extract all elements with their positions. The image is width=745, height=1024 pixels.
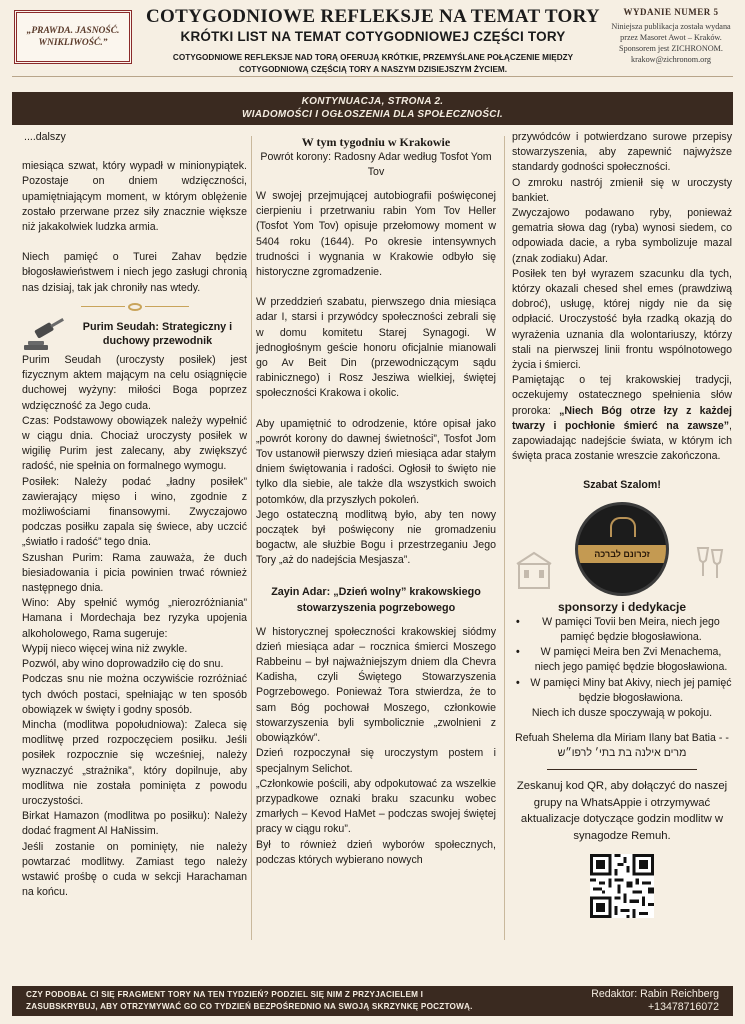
col3-paragraph: Posiłek ten był wyrazem szacunku dla tych, którzy okazali chesed shel emes (prawdziwą dobroć), usługę, której nigdy nie da się odpłacić. Uroczystość była rzadką okazją do wyrażenia uznania dla wolontariuszy, którzy stali na pierwszej linii frontu wspólnotowego życia i śmierci. — [512, 267, 732, 372]
motto-text: „PRAWDA. JASNOŚĆ. WNIKLIWOŚĆ.” — [26, 25, 120, 48]
column-3 — [512, 130, 732, 954]
col3-paragraph: O zmroku nastrój zmienił się w uroczysty bankiet. — [512, 176, 732, 204]
col3-paragraph: Zwyczajowo podawano ryby, ponieważ gematria słowa dag (ryba) wynosi siedem, co odpowiada dacie, a ryba symbolizuje mazal (znak zodiaku) Adar. — [512, 207, 732, 265]
col1-paragraph: Jeśli zostanie on pominięty, nie należy powtarzać modlitwy. Zamiast tego należy wstawić prośbę o cuda w sekcji Harachaman na końcu. — [22, 840, 247, 899]
subscribe-cta: CZY PODOBAŁ CI SIĘ FRAGMENT TORY NA TEN TYDZIEŃ? PODZIEL SIĘ NIM Z PRZYJACIELEM I ZASUBSKRYBUJ, ABY OTRZYMYWAĆ GO CO TYDZIEŃ BEZPOŚREDNIO NA SWOJĄ SKRZYNKĘ POCZTOWĄ. — [26, 990, 473, 1011]
zichronom-logo — [575, 502, 669, 596]
col1-paragraph: Posiłek: Należy podać „ładny posiłek” zawierający mięso i wino, zgodnie z możliwościami finansowymi. Zwyczajowo podczas posiłku zapala się świece, aby uczcić „światło i radość” tego dnia. — [22, 475, 247, 549]
newsletter-subtitle: KRÓTKI LIST NA TEMAT COTYGODNIOWEJ CZĘŚCI TORY — [180, 29, 566, 44]
logo-emblem — [610, 517, 636, 537]
refuah-dedication: Refuah Shelema dla Miriam Ilany bat Batia - - מרים אילנה בת בתי׳ לרפו״ש — [515, 732, 729, 760]
gavel-icon — [22, 317, 68, 351]
issue-info-box — [605, 6, 737, 65]
issue-number: WYDANIE NUMER 5 — [623, 7, 719, 17]
continued-label: ....dalszy — [24, 131, 66, 143]
banner-line-2: WIADOMOŚCI I OGŁOSZENIA DLA SPOŁECZNOŚCI. — [241, 109, 503, 120]
footer-bar — [12, 986, 733, 1016]
column-separator — [504, 136, 505, 940]
krakow-heading: W tym tygodniu w Krakowie — [301, 135, 451, 149]
col1-paragraph: Czas: Podstawowy obowiązek należy wypełnić w ciągu dnia. Chociaż uroczysty posiłek w wigilię Purim jest zalecany, aby zwiększyć radość, nie spełnia on formalnego wymogu. — [22, 414, 247, 473]
col1-paragraph: Wypij nieco więcej wina niż zwykle. — [22, 642, 188, 655]
col1-paragraph: Szushan Purim: Rama zauważa, że duch biesiadowania i picia powinien trwać również następnego dnia. — [22, 551, 247, 595]
short-divider — [547, 769, 697, 770]
publisher-info: Niniejsza publikacja została wydana przez Masoret Awot – Kraków. Sponsorem jest ZICHRONOM. krakow@zichronom.org — [611, 22, 731, 64]
col1-paragraph: Pozwól, aby wino doprowadziło cię do snu. — [22, 658, 224, 671]
qr-instructions: Zeskanuj kod QR, aby dołączyć do naszej grupy na WhatsAppie i otrzymywać aktualizacje dotyczące godzin modlitw w synagodze Remuh. — [516, 780, 728, 842]
sponsors-list — [512, 615, 732, 706]
col1-paragraph: Purim Seudah (uroczysty posiłek) jest fizycznym aktem mającym na celu osiągnięcie duchowej wyżyny: miłości Boga poprzez wdzięczność za Jego cuda. — [22, 354, 247, 412]
purim-section-title: Purim Seudah: Strategiczny i duchowy przewodnik — [82, 321, 233, 348]
motto-box — [14, 10, 132, 64]
col1-paragraph: Birkat Hamazon (modlitwa po posiłku): Należy dodać fragment Al HaNissim. — [22, 810, 247, 838]
column-2 — [256, 130, 496, 954]
col3-paragraph: przywódców i potwierdzano surowe przepisy stowarzyszenia, aby zapewnić najwyższe standardy godności społeczności. — [512, 131, 732, 174]
sponsor-item: • W pamięci Miny bat Akivy, niech jej pamięć będzie błogosławiona. — [512, 676, 732, 706]
prophecy-end: , zapowiadając nadejście świata, w którym ich święta praca zostanie wreszcie zakończona. — [512, 419, 732, 463]
col1-paragraph: miesiąca szwat, który wypadł w minionypiątek. Pozostaje on dniem wdzięczności, upamiętniającym moment, w którym oblężenie zostało przerwane przez siły znacznie większe niż jakakolwiek ludzka armia. — [22, 160, 247, 234]
col2-paragraph: Był to również dzień wyborów społecznych, podczas których wybierano nowych — [256, 838, 496, 866]
col3-paragraph — [512, 373, 732, 464]
column-1 — [22, 130, 247, 954]
zayin-adar-heading: Zayin Adar: „Dzień wolny” krakowskiego stowarzyszenia pogrzebowego — [271, 585, 481, 614]
continuation-banner — [12, 92, 733, 125]
krakow-subheading: Powrót korony: Radosny Adar według Tosfot Yom Tov — [260, 151, 492, 178]
col2-paragraph: „Członkowie pościli, aby odpokutować za wszelkie przypadkowe oznaki braku szacunku wobec zmarłych – Kevod HaMet – podczas swojej świętej pracy w ciągu roku”. — [256, 777, 496, 836]
col2-paragraph: W historycznej społeczności krakowskiej siódmy dzień miesiąca adar – rocznica śmierci Moszego Rabbeinu – był najważniejszym dniem dla Chevra Kadisha, czyli Świętego Stowarzyszenia Pogrzebowego. Ponieważ Tora stwierdza, że to sam Bóg pochował Moszego, członkowie stowarzyszenia byli symbolicznie „zwolnieni z obowiązków”. — [256, 625, 496, 745]
editor-contact — [591, 988, 719, 1014]
logo-area — [512, 500, 732, 598]
newsletter-title: COTYGODNIOWE REFLEKSJE NA TEMAT TORY — [146, 6, 600, 27]
editor-phone[interactable]: +13478716072 — [648, 1001, 719, 1013]
prophecy-intro: Pamiętając o tej krakowskiej tradycji, oczekujemy ostatecznego spełnienia słów proroka: — [512, 374, 732, 417]
whatsapp-qr-code[interactable] — [590, 854, 654, 918]
col1-paragraph: Wino: Aby spełnić wymóg „nierozróżniania” Hamana i Mordechaja bez ryzyka upojenia alkoholowego, Rama sugeruje: — [22, 597, 247, 640]
sponsor-item: • W pamięci Tovii ben Meira, niech jego pamięć będzie błogosławiona. — [512, 615, 732, 645]
masthead — [146, 6, 600, 76]
newsletter-tagline: COTYGODNIOWE REFLEKSJE NAD TORĄ OFERUJĄ KRÓTKIE, PRZEMYŚLANE POŁĄCZENIE MIĘDZY COTYGODNIOWĄ CZĘŚCIĄ TORY A NASZYM DZISIEJSZYM ŻYCIEM. — [172, 53, 574, 74]
column-separator — [251, 136, 252, 940]
banner-line-1: KONTYNUACJA, STRONA 2. — [301, 96, 444, 107]
header-divider — [12, 76, 733, 77]
col2-paragraph: Dzień rozpoczynał się uroczystym postem i specjalnym Selichot. — [256, 747, 496, 775]
col1-paragraph: Mincha (modlitwa popołudniowa): Zaleca się modlitwę przed rozpoczęciem posiłku. Jeśli posiłek rozpocznie się wcześniej, należy wyznaczyć „strażnika”, który dopilnuje, aby modlitwa nie została pominięta z powodu uroczystości. — [22, 718, 247, 807]
sponsor-item: • W pamięci Meira ben Zvi Menachema, niech jego pamięć będzie błogosławiona. — [512, 645, 732, 675]
col2-paragraph: Aby upamiętnić to odrodzenie, które opisał jako „powrót korony do dawnej świetności”, Tosfot Jom Tov ustanowił pierwszy dzień miesiąca adar stałym dniem świętowania i radości. Ogłosił to święto nie tylko dla siebie, ale także dla wszystkich swoich potomków, dla przyszłych pokoleń. — [256, 417, 496, 506]
wine-glasses-icon — [692, 544, 728, 584]
rest-in-peace: Niech ich dusze spoczywają w pokoju. — [531, 707, 713, 720]
sponsors-heading: sponsorzy i dedykacje — [557, 599, 687, 614]
editor-name: Redaktor: Rabin Reichberg — [591, 988, 719, 1000]
building-icon — [516, 550, 552, 590]
col2-paragraph: W przeddzień szabatu, pierwszego dnia miesiąca adar I, starsi i przywódcy społeczności zebrali się w domu komitetu Starej Synagogi. W jednogłośnym geście honoru oficjalnie mianowali go Av Beit Din (przewodniczącym sądu rabinicznego) i Rosz Jesziwa wielkiej, świętej społeczności Krakowa i okolic. — [256, 296, 496, 400]
ornament-divider — [22, 300, 247, 315]
col2-paragraph: Jego ostateczną modlitwą było, aby ten nowy początek był poświęcony nie gromadzeniu bogactw, ale służbie Bogu i przestrzeganiu Jego Tory „aż do nadejścia Mesjasza”. — [256, 508, 496, 567]
col1-paragraph: Niech pamięć o Turei Zahav będzie błogosławieństwem i niech jego zasługi chronią nas dzisiaj, tak jak chroniły nas wtedy. — [22, 251, 247, 294]
col1-paragraph: Podczas snu nie można oczywiście rozróżniać tych dwóch postaci, spełniając w ten sposób obowiązek w święty i godny sposób. — [22, 673, 247, 716]
shabbat-greeting: Szabat Szalom! — [583, 479, 661, 492]
logo-text: זכרונם לברכה — [578, 545, 666, 563]
purim-section-header — [22, 317, 247, 351]
prophecy-quote: „Niech Bóg otrze łzy z każdej twarzy i pochłonie śmierć na zawsze” — [512, 404, 732, 432]
col2-paragraph: W swojej przejmującej autobiografii poświęconej cierpieniu i przetrwaniu rabin Yom Tov Heller (Tosfot Yom Tov) opisuje przełomowy moment w 5404 roku (1644). Po okresie intensywnych trudności i wygnania w Krakowie odbyło się historyczne zgromadzenie. — [256, 190, 496, 279]
